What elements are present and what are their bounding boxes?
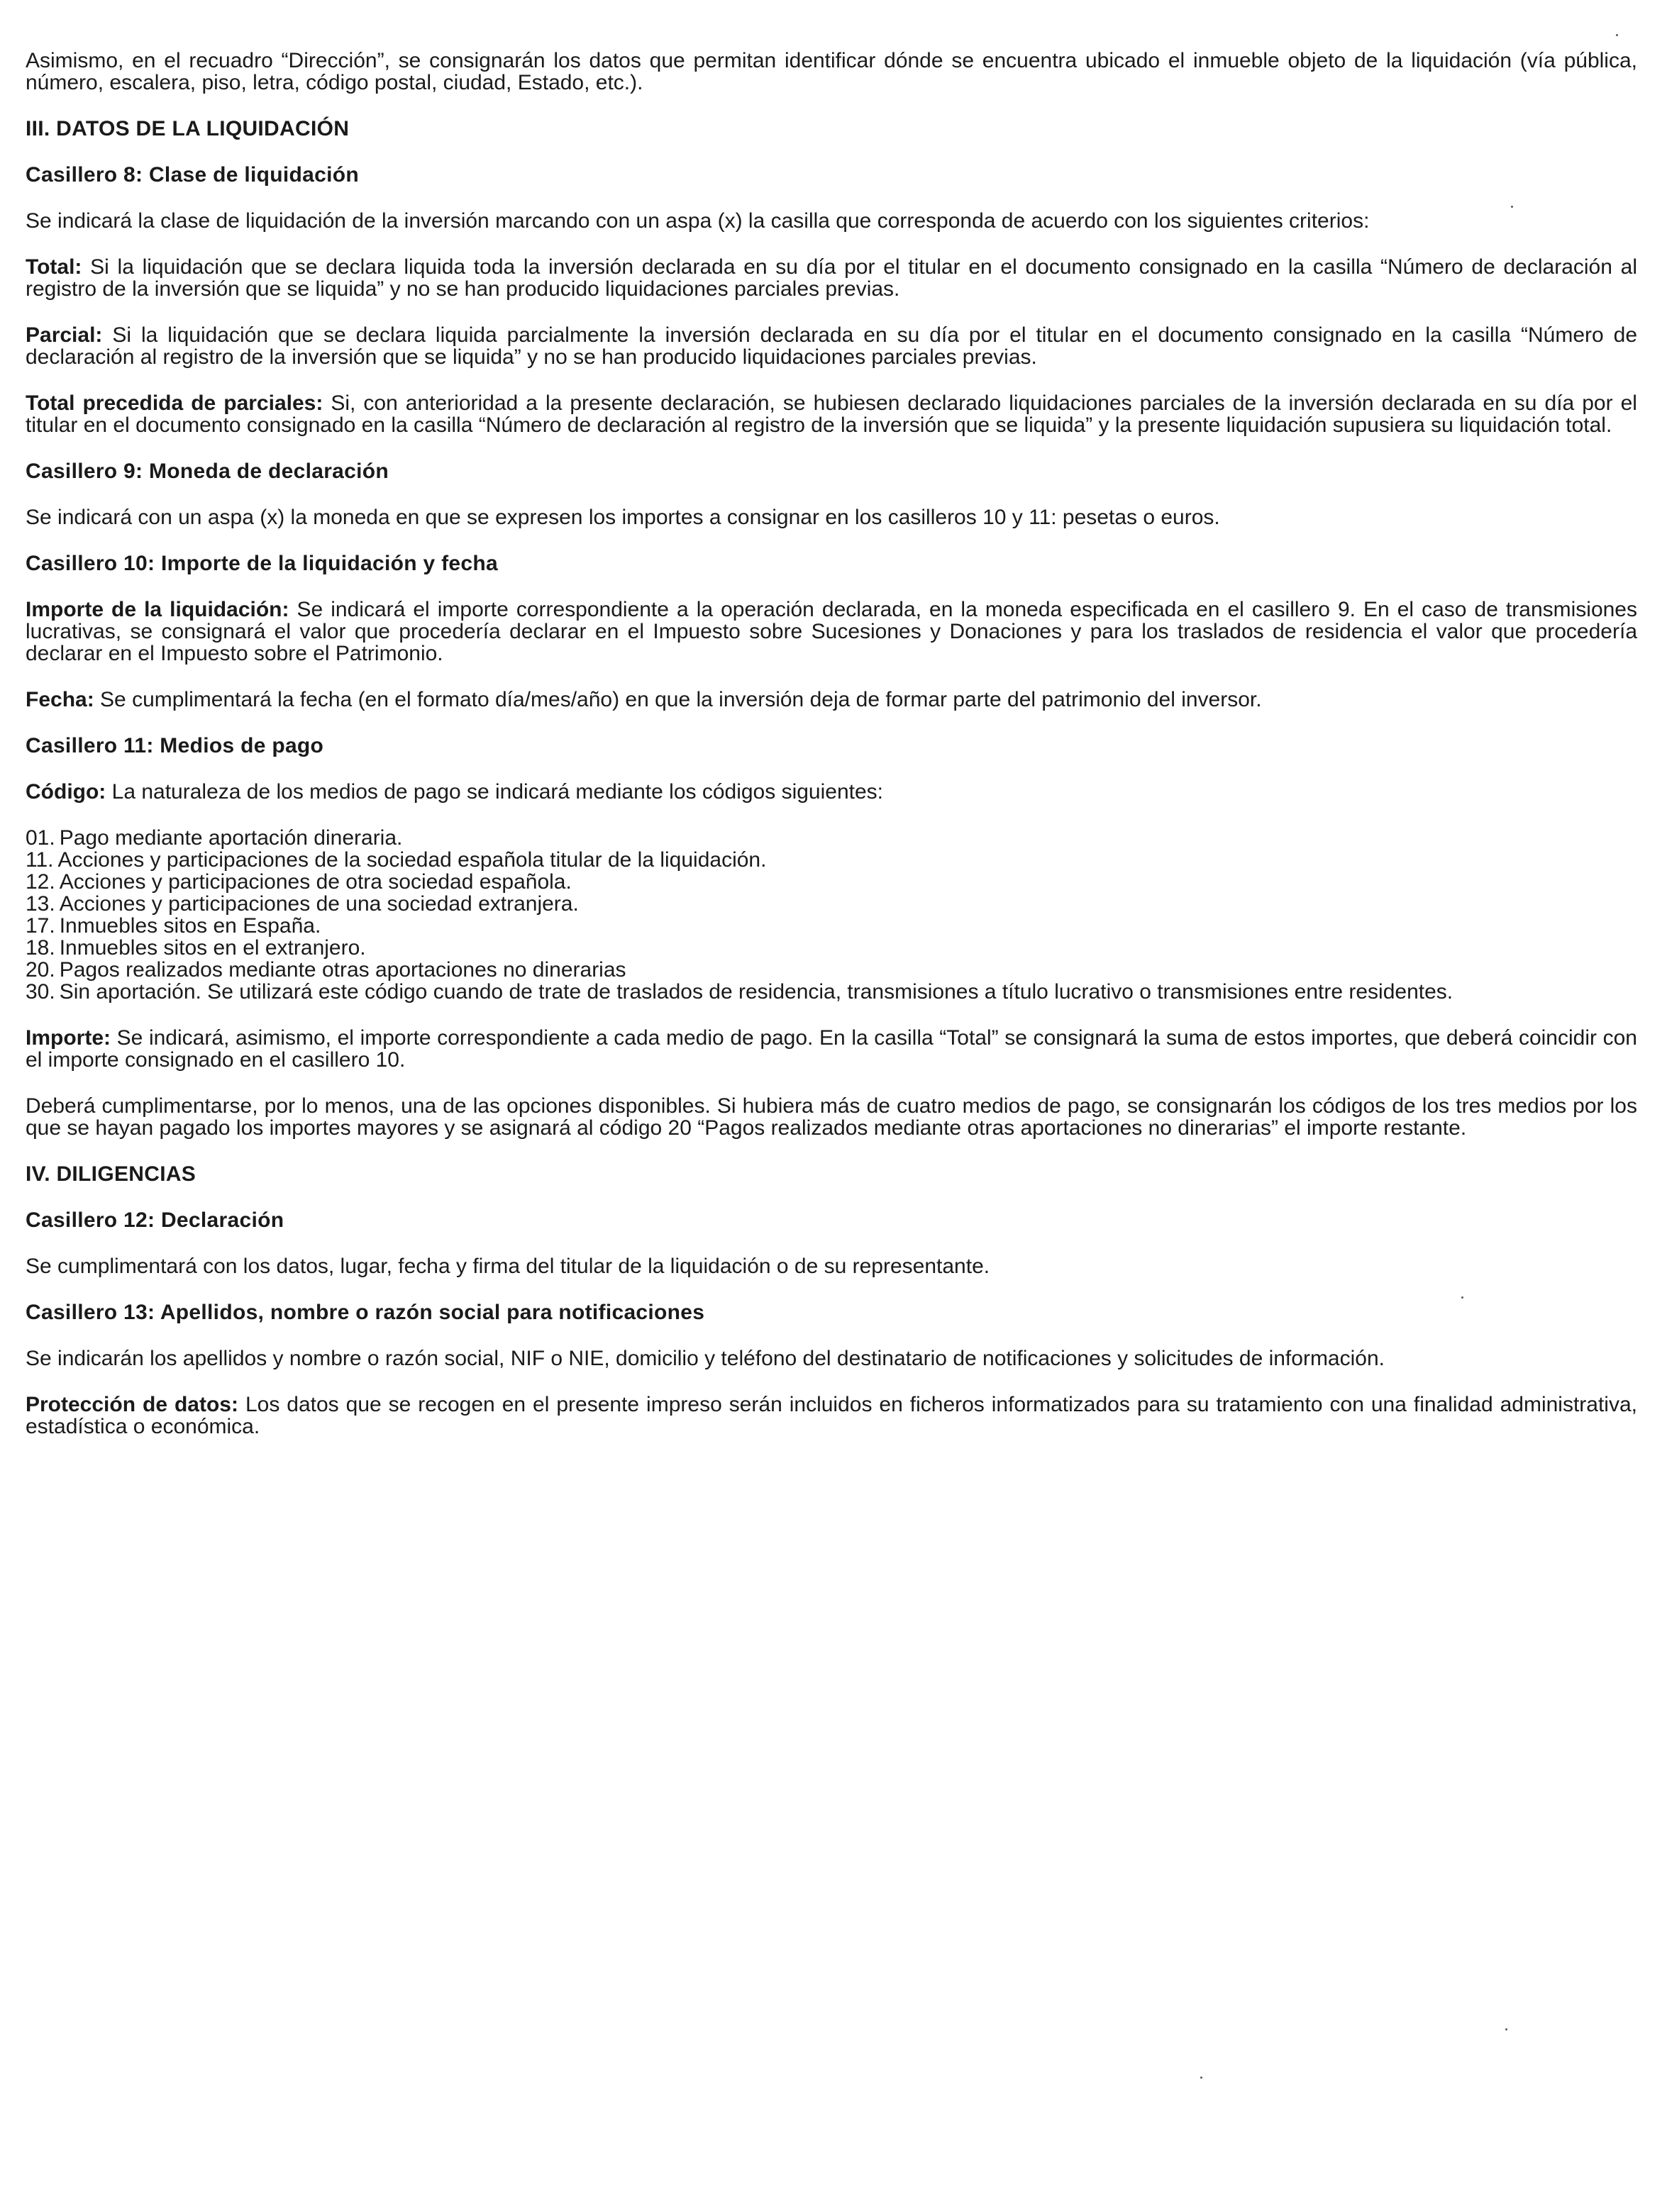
casillero-11-note: Deberá cumplimentarse, por lo menos, una de las opciones disponibles. Si hubiera más de cuatro medios de pago, se consignarán los códigos de los tres medios por los que se hayan pagado los importes mayores y se asignará al código 20 “Pagos realizados mediante otras aportaciones no dinerarias” el importe restante.: [26, 1094, 1637, 1140]
code-text: Sin aportación. Se utilizará este código cuando de trate de traslados de residencia, transmisiones a título lucrativo o transmisiones entre residentes.: [59, 980, 1453, 1004]
fecha-text: Se cumplimentará la fecha (en el formato día/mes/año) en que la inversión deja de formar parte del patrimonio del inversor.: [100, 688, 1262, 711]
scan-speck: [1200, 2077, 1202, 2079]
code-number: 11.: [26, 848, 54, 872]
casillero-11-codigo: [26, 781, 1637, 803]
code-text: Inmuebles sitos en el extranjero.: [59, 936, 366, 960]
codigo-text: La naturaleza de los medios de pago se indicará mediante los códigos siguientes:: [111, 780, 883, 804]
code-text: Acciones y participaciones de otra sociedad española.: [59, 870, 572, 894]
section-3-title: III. DATOS DE LA LIQUIDACIÓN: [26, 117, 350, 140]
code-text: Acciones y participaciones de la sociedad española titular de la liquidación.: [57, 848, 767, 872]
list-item: [26, 937, 1637, 959]
casillero-12-text: Se cumplimentará con los datos, lugar, fecha y firma del titular de la liquidación o de su representante.: [26, 1255, 990, 1278]
importe-text: Se indicará, asimismo, el importe correspondiente a cada medio de pago. En la casilla “Total” se consignará la suma de estos importes, que deberá coincidir con el importe consignado en el casillero 10.: [26, 1026, 1637, 1072]
parcial-label: Parcial:: [26, 323, 103, 347]
payment-codes-list: [26, 827, 1637, 1003]
total-precedida-label: Total precedida de parciales:: [26, 391, 323, 415]
fecha-label: Fecha:: [26, 688, 94, 711]
casillero-12-title: Casillero 12: Declaración: [26, 1208, 284, 1232]
scan-speck: [1461, 1296, 1463, 1299]
list-item: [26, 915, 1637, 937]
proteccion-label: Protección de datos:: [26, 1393, 238, 1416]
casillero-8-intro: Se indicará la clase de liquidación de la inversión marcando con un aspa (x) la casilla que corresponda de acuerdo con los siguientes criterios:: [26, 209, 1370, 233]
casillero-9-text: Se indicará con un aspa (x) la moneda en que se expresen los importes a consignar en los casilleros 10 y 11: pesetas o euros.: [26, 506, 1220, 529]
casillero-13-title: Casillero 13: Apellidos, nombre o razón social para notificaciones: [26, 1301, 705, 1324]
casillero-10-fecha: [26, 689, 1637, 711]
list-item: [26, 893, 1637, 915]
casillero-8-total-precedida: [26, 392, 1637, 436]
code-text: Pago mediante aportación dineraria.: [59, 826, 403, 850]
document-page: [26, 50, 1637, 1462]
proteccion-datos: [26, 1394, 1637, 1438]
casillero-11-title: Casillero 11: Medios de pago: [26, 734, 324, 757]
casillero-8-total: [26, 256, 1637, 300]
list-item: [26, 871, 1637, 893]
total-label: Total:: [26, 255, 82, 279]
importe-liquidacion-label: Importe de la liquidación:: [26, 598, 289, 621]
code-number: 13.: [26, 892, 55, 916]
code-number: 20.: [26, 958, 55, 982]
code-text: Pagos realizados mediante otras aportaciones no dinerarias: [59, 958, 626, 982]
parcial-text: Si la liquidación que se declara liquida parcialmente la inversión declarada en su día por el titular en el documento consignado en la casilla “Número de declaración al registro de la inversión que se liquida” y no se han producido liquidaciones parciales previas.: [26, 323, 1638, 369]
casillero-10-importe: [26, 599, 1637, 665]
importe-label: Importe:: [26, 1026, 111, 1050]
scan-speck: [1511, 206, 1513, 208]
code-number: 12.: [26, 870, 55, 894]
code-number: 18.: [26, 936, 55, 960]
list-item: [26, 959, 1637, 981]
list-item: [26, 849, 1637, 871]
casillero-11-importe: [26, 1027, 1637, 1071]
code-number: 17.: [26, 914, 55, 938]
total-text: Si la liquidación que se declara liquida toda la inversión declarada en su día por el titular en el documento consignado en la casilla “Número de declaración al registro de la inversión que se liquida” y no se han producido liquidaciones parciales previas.: [26, 255, 1637, 301]
total-precedida-text: Si, con anterioridad a la presente declaración, se hubiesen declarado liquidaciones parciales de la inversión declarada en su día por el titular en el documento consignado en la casilla “Número de declaración al registro de la inversión que se liquida” y la presente liquidación supusiera su liquidación total.: [26, 391, 1637, 437]
casillero-8-title: Casillero 8: Clase de liquidación: [26, 163, 360, 187]
codigo-label: Código:: [26, 780, 106, 804]
intro-paragraph: Asimismo, en el recuadro “Dirección”, se consignarán los datos que permitan identificar dónde se encuentra ubicado el inmueble objeto de la liquidación (vía pública, número, escalera, piso, letra, código postal, ciudad, Estado, etc.).: [26, 49, 1637, 94]
list-item: [26, 981, 1637, 1003]
code-text: Inmuebles sitos en España.: [59, 914, 321, 938]
section-4-title: IV. DILIGENCIAS: [26, 1162, 196, 1186]
code-number: 01.: [26, 826, 55, 850]
casillero-13-text: Se indicarán los apellidos y nombre o razón social, NIF o NIE, domicilio y teléfono del destinatario de notificaciones y solicitudes de información.: [26, 1347, 1385, 1370]
casillero-9-title: Casillero 9: Moneda de declaración: [26, 460, 389, 483]
proteccion-text: Los datos que se recogen en el presente impreso serán incluidos en ficheros informatizados para su tratamiento con una finalidad administrativa, estadística o económica.: [26, 1393, 1637, 1438]
importe-liquidacion-text: Se indicará el importe correspondiente a la operación declarada, en la moneda especificada en el casillero 9. En el caso de transmisiones lucrativas, se consignará el valor que procedería declarar en el Impuesto sobre Sucesiones y Donaciones y para los traslados de residencia el valor que procedería declarar en el Impuesto sobre el Patrimonio.: [26, 598, 1637, 665]
casillero-10-title: Casillero 10: Importe de la liquidación y fecha: [26, 552, 498, 575]
code-text: Acciones y participaciones de una sociedad extranjera.: [59, 892, 579, 916]
code-number: 30.: [26, 980, 55, 1004]
list-item: [26, 827, 1637, 849]
casillero-8-parcial: [26, 324, 1637, 368]
scan-speck: [1505, 2028, 1507, 2030]
scan-speck: [1616, 34, 1618, 36]
